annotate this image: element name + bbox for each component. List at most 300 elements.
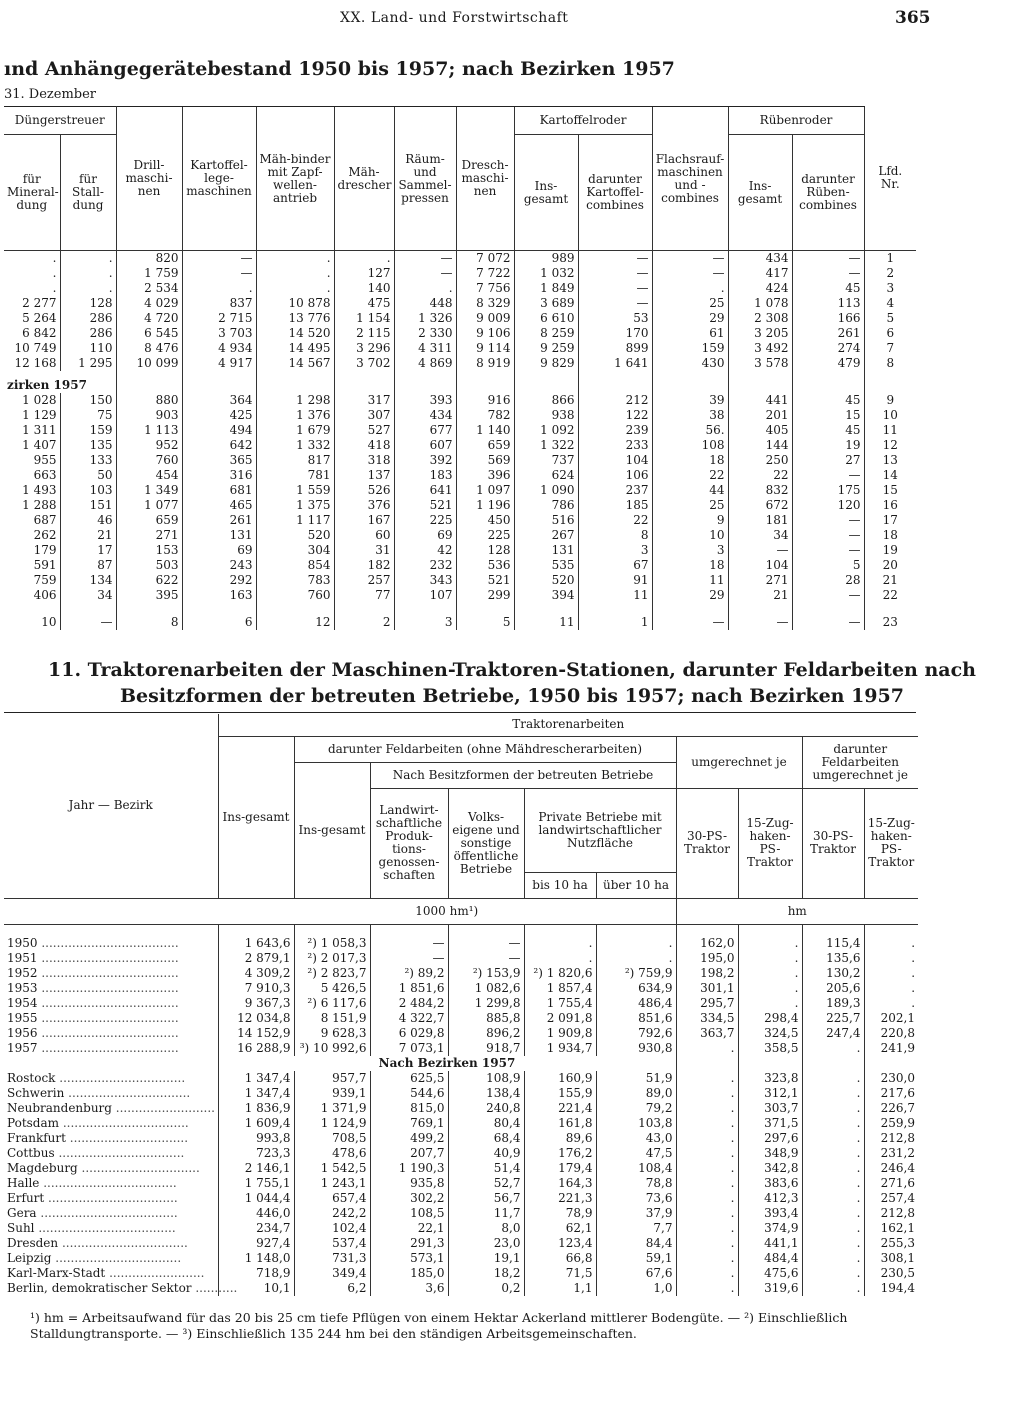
table-cell: 9 009 <box>456 311 514 326</box>
table-cell: 319,6 <box>738 1281 802 1296</box>
table-cell: 13 <box>864 453 916 468</box>
table-cell: 405 <box>728 423 792 438</box>
table-cell: 40,9 <box>448 1146 524 1161</box>
table2-section <box>4 1056 918 1071</box>
col-15ps-traktor: 15-Zug-haken-PS-Traktor <box>738 788 802 898</box>
table-cell: 783 <box>256 573 334 588</box>
table-cell: 1 243,1 <box>294 1176 370 1191</box>
table-cell: 286 <box>60 311 116 326</box>
table-row <box>4 588 916 603</box>
row-label <box>4 1236 218 1251</box>
table-cell: 434 <box>394 408 456 423</box>
table-cell: 80,4 <box>448 1116 524 1131</box>
leader-dots: ............................... <box>77 1161 200 1175</box>
table-cell: 454 <box>116 468 182 483</box>
table-cell: 155,9 <box>524 1086 596 1101</box>
table1-title: ınd Anhängegerätebestand 1950 bis 1957; nach Bezirken 1957 <box>4 58 675 80</box>
table-cell: 201 <box>728 408 792 423</box>
col-pressen: Räum-und Sammel-pressen <box>394 107 456 251</box>
table-row <box>4 468 916 483</box>
table-cell: 12 034,8 <box>218 1011 294 1026</box>
row-label-text: Berlin, demokratischer Sektor <box>7 1281 192 1295</box>
table-row <box>4 1266 918 1281</box>
table-cell: 123,4 <box>524 1236 596 1251</box>
table-cell: 952 <box>116 438 182 453</box>
table1-section-label: zirken 1957 <box>7 378 87 392</box>
table-cell: 475 <box>334 296 394 311</box>
table-cell: 19 <box>792 438 864 453</box>
table-cell: 135,6 <box>802 951 864 966</box>
table-cell: 51,9 <box>596 1071 676 1086</box>
table-cell: 84,4 <box>596 1236 676 1251</box>
table-cell: 185 <box>578 498 652 513</box>
table-cell: . <box>802 1236 864 1251</box>
table-cell: 395 <box>116 588 182 603</box>
table-cell: 271,6 <box>864 1176 918 1191</box>
running-header <box>0 10 1024 32</box>
table-cell: 301,1 <box>676 981 738 996</box>
group-umgerechnet: umgerechnet je <box>676 736 802 788</box>
table-cell: . <box>60 266 116 281</box>
table-cell: 957,7 <box>294 1071 370 1086</box>
table-cell: 316 <box>182 468 256 483</box>
table-cell: . <box>802 1101 864 1116</box>
table-cell: 2 715 <box>182 311 256 326</box>
row-label-text: Neubrandenburg <box>7 1101 112 1115</box>
table-cell: 0,2 <box>448 1281 524 1296</box>
table-cell: 1 129 <box>22 408 57 422</box>
col-stallduenger: für Stall-dung <box>60 135 116 251</box>
leader-dots: .................................... <box>37 966 179 980</box>
table-cell: — <box>792 266 864 281</box>
table-cell: 364 <box>182 393 256 408</box>
row-label <box>4 1071 218 1086</box>
col-lpg: Landwirt-schaftliche Produk-tions-genossen-schaften <box>370 788 448 898</box>
table1-district-rows <box>4 393 916 603</box>
table-cell: 29 <box>652 588 728 603</box>
table-cell: 162,0 <box>676 936 738 951</box>
table-cell: 446,0 <box>218 1206 294 1221</box>
table-cell: 3 <box>578 543 652 558</box>
table-cell: 8 919 <box>456 356 514 371</box>
table-cell: . <box>864 966 918 981</box>
table-cell: 854 <box>256 558 334 573</box>
table-cell: 677 <box>394 423 456 438</box>
table-cell: . <box>256 251 334 267</box>
table-cell: 1 311 <box>22 423 57 437</box>
table-row <box>4 423 916 438</box>
table1-header <box>4 107 916 251</box>
table-cell: 866 <box>514 393 578 408</box>
table-cell: 127 <box>334 266 394 281</box>
table-cell: 2 <box>864 266 916 281</box>
table-cell: 134 <box>60 573 116 588</box>
table-cell: 989 <box>514 251 578 267</box>
table-cell: 89,6 <box>524 1131 596 1146</box>
col-feld-15ps-traktor: 15-Zug-haken-PS-Traktor <box>864 788 918 898</box>
table-cell: 993,8 <box>218 1131 294 1146</box>
table-cell: 11 <box>578 588 652 603</box>
table-cell: 1 643,6 <box>218 936 294 951</box>
table-cell: — <box>728 543 792 558</box>
row-label-text: Rostock <box>7 1071 56 1085</box>
table-cell: 150 <box>60 393 116 408</box>
table-cell: 880 <box>116 393 182 408</box>
table-cell: . <box>676 1146 738 1161</box>
table-cell: 885,8 <box>448 1011 524 1026</box>
table-cell: 167 <box>334 513 394 528</box>
table-cell: 122 <box>578 408 652 423</box>
table-cell: 1 679 <box>256 423 334 438</box>
row-label-text: Karl-Marx-Stadt <box>7 1266 106 1280</box>
row-label <box>4 1116 218 1131</box>
table-cell: 1,0 <box>596 1281 676 1296</box>
table-cell: 516 <box>514 513 578 528</box>
table-cell: 108 <box>652 438 728 453</box>
table-cell: 46 <box>60 513 116 528</box>
table-cell: 1 113 <box>116 423 182 438</box>
table-cell: 185,0 <box>370 1266 448 1281</box>
table-cell: 7 910,3 <box>218 981 294 996</box>
col-volkseigene: Volks-eigene und sonstige öffentliche Betriebe <box>448 788 524 898</box>
col-feld-30ps-traktor: 30-PS-Traktor <box>802 788 864 898</box>
row-label-text: Magdeburg <box>7 1161 78 1175</box>
row-label-text: Halle <box>7 1176 40 1190</box>
table-cell: 406 <box>33 588 57 602</box>
table-cell: . <box>802 1161 864 1176</box>
table-cell: . <box>676 1101 738 1116</box>
table-cell: . <box>394 281 456 296</box>
row-label <box>4 996 218 1011</box>
table-cell: 607 <box>394 438 456 453</box>
table-cell: 22 <box>728 468 792 483</box>
table-cell: 3 492 <box>728 341 792 356</box>
row-label-text: Leipzig <box>7 1251 52 1265</box>
table-cell: 108,5 <box>370 1206 448 1221</box>
table-row <box>4 1041 918 1056</box>
table-cell: 130,2 <box>802 966 864 981</box>
table-cell: — <box>182 266 256 281</box>
table-row <box>4 951 918 966</box>
table-cell: . <box>52 251 57 265</box>
table-cell: 271 <box>728 573 792 588</box>
leader-dots: ................................. <box>54 1146 185 1160</box>
table-cell: 1 934,7 <box>524 1041 596 1056</box>
table-cell: — <box>182 251 256 267</box>
table-cell: . <box>524 936 596 951</box>
table-cell: 10 <box>41 615 57 629</box>
table-cell: 342,8 <box>738 1161 802 1176</box>
table-cell: 8 329 <box>456 296 514 311</box>
table-cell: 536 <box>456 558 514 573</box>
row-label <box>4 1206 218 1221</box>
leader-dots: .................................... <box>37 1041 179 1055</box>
table-cell: . <box>802 1221 864 1236</box>
table-cell: 15 <box>864 483 916 498</box>
table-row <box>4 1236 918 1251</box>
table-cell: 526 <box>334 483 394 498</box>
table-cell: 786 <box>514 498 578 513</box>
table-cell: 376 <box>334 498 394 513</box>
table-cell: 12 <box>864 438 916 453</box>
table2-title <box>0 657 1024 709</box>
table-cell: 257,4 <box>864 1191 918 1206</box>
table-cell: 113 <box>792 296 864 311</box>
table-row <box>4 483 916 498</box>
table-cell: 1 298 <box>256 393 334 408</box>
table-cell: 202,1 <box>864 1011 918 1026</box>
table-cell: — <box>60 615 116 630</box>
footnote-line2: Stalldungtransporte. — ³) Einschließlich 135 244 hm bei den ständigen Arbeitsgemeinschaften. <box>30 1326 637 1341</box>
table-cell: 131 <box>514 543 578 558</box>
group-traktorenarbeiten: Traktorenarbeiten <box>218 714 918 736</box>
table-cell: 657,4 <box>294 1191 370 1206</box>
table-cell: 62,1 <box>524 1221 596 1236</box>
table-cell: 955 <box>33 453 57 467</box>
table-cell: 230,5 <box>864 1266 918 1281</box>
table-cell: . <box>596 936 676 951</box>
row-label <box>4 1191 218 1206</box>
table-cell: 243 <box>182 558 256 573</box>
table-cell: 1 349 <box>116 483 182 498</box>
table-cell: 1 849 <box>514 281 578 296</box>
table-cell: 52,7 <box>448 1176 524 1191</box>
leader-dots: .................................... <box>37 951 179 965</box>
table-cell: 903 <box>116 408 182 423</box>
table-cell: . <box>256 281 334 296</box>
table-cell: 394 <box>514 588 578 603</box>
table-row <box>4 1191 918 1206</box>
table-cell: 10 <box>652 528 728 543</box>
table-cell: 938 <box>514 408 578 423</box>
table-cell: 234,7 <box>218 1221 294 1236</box>
table-cell: ²) 2 823,7 <box>294 966 370 981</box>
table-cell: 66,8 <box>524 1251 596 1266</box>
table-cell: 348,9 <box>738 1146 802 1161</box>
table-cell: — <box>792 528 864 543</box>
table-cell: . <box>256 266 334 281</box>
table-cell: . <box>738 966 802 981</box>
table-row <box>4 408 916 423</box>
table-cell: 4 869 <box>394 356 456 371</box>
table-row <box>4 1176 918 1191</box>
table-cell: 1 909,8 <box>524 1026 596 1041</box>
table-cell: 160,9 <box>524 1071 596 1086</box>
table-cell: 14 152,9 <box>218 1026 294 1041</box>
table-cell: 17 <box>864 513 916 528</box>
table-cell: 393,4 <box>738 1206 802 1221</box>
table-cell: 164,3 <box>524 1176 596 1191</box>
group-nach-besitzformen: Nach Besitzformen der betreuten Betriebe <box>370 762 676 788</box>
table-cell: 170 <box>578 326 652 341</box>
table-cell: 448 <box>394 296 456 311</box>
table-cell: — <box>394 266 456 281</box>
col-ruebenroder-insgesamt: Ins-gesamt <box>728 135 792 251</box>
table-cell: 71,5 <box>524 1266 596 1281</box>
leader-dots: .................................. <box>44 1191 178 1205</box>
table-cell: 624 <box>514 468 578 483</box>
table-cell: 10 099 <box>116 356 182 371</box>
table-cell: 140 <box>334 281 394 296</box>
table-cell: 1 032 <box>514 266 578 281</box>
table-cell: 573,1 <box>370 1251 448 1266</box>
table-cell: 939,1 <box>294 1086 370 1101</box>
table-cell: 221,4 <box>524 1101 596 1116</box>
table-cell: 718,9 <box>218 1266 294 1281</box>
table-cell: 225 <box>456 528 514 543</box>
table-cell: 10,1 <box>218 1281 294 1296</box>
table-row <box>4 615 916 630</box>
col-jahr-bezirk: Jahr — Bezirk <box>68 798 153 813</box>
table-cell: 45 <box>792 423 864 438</box>
table-cell: 6 545 <box>116 326 182 341</box>
table-cell: 4 917 <box>182 356 256 371</box>
table-cell: 43,0 <box>596 1131 676 1146</box>
table-cell: 759 <box>33 573 57 587</box>
row-label-text: Frankfurt <box>7 1131 66 1145</box>
table-cell: 22,1 <box>370 1221 448 1236</box>
table-row <box>4 1221 918 1236</box>
table-cell: 2 534 <box>116 281 182 296</box>
table-cell: 2 277 <box>22 296 57 310</box>
table-row <box>4 311 916 326</box>
leader-dots: ......................... <box>105 1266 205 1280</box>
table-cell: 1 759 <box>116 266 182 281</box>
table-row <box>4 573 916 588</box>
table-cell: . <box>802 1206 864 1221</box>
table-cell: 69 <box>182 543 256 558</box>
row-label <box>4 951 218 966</box>
table-cell: 1 117 <box>256 513 334 528</box>
table-cell: 106 <box>578 468 652 483</box>
col-dreschmaschinen: Dresch-maschi-nen <box>456 107 514 251</box>
table2-year-rows <box>4 924 918 1056</box>
table-cell: 927,4 <box>218 1236 294 1251</box>
table-cell: 56,7 <box>448 1191 524 1206</box>
row-label <box>4 1221 218 1236</box>
table-cell: 3 <box>864 281 916 296</box>
table-cell: . <box>802 1131 864 1146</box>
table-row <box>4 513 916 528</box>
row-label <box>4 1131 218 1146</box>
table-cell: — <box>652 266 728 281</box>
table-cell: 8 <box>864 356 916 371</box>
table-cell: 61 <box>652 326 728 341</box>
machinery-table <box>4 106 916 630</box>
table-cell: 8 151,9 <box>294 1011 370 1026</box>
table-cell: 9 114 <box>456 341 514 356</box>
leader-dots: ................................. <box>59 1116 189 1130</box>
table-cell: 7 <box>864 341 916 356</box>
table2-top-rule <box>4 712 916 713</box>
table-cell: 4 720 <box>116 311 182 326</box>
table-cell: 159 <box>652 341 728 356</box>
table-cell: 535 <box>514 558 578 573</box>
table-row <box>4 1131 918 1146</box>
table-cell: . <box>60 251 116 267</box>
table-cell: 1 332 <box>256 438 334 453</box>
table-cell: 5 426,5 <box>294 981 370 996</box>
table-cell: 225 <box>394 513 456 528</box>
table-row <box>4 281 916 296</box>
table-cell: 1 124,9 <box>294 1116 370 1131</box>
col-kartoffelroder-insgesamt: Ins-gesamt <box>514 135 578 251</box>
table-cell: 781 <box>256 468 334 483</box>
table-cell: 1 376 <box>256 408 334 423</box>
table-cell: 484,4 <box>738 1251 802 1266</box>
table-cell: 659 <box>116 513 182 528</box>
table-cell: 312,1 <box>738 1086 802 1101</box>
table-cell: 221,3 <box>524 1191 596 1206</box>
table-cell: ²) 153,9 <box>448 966 524 981</box>
table-cell: . <box>864 981 918 996</box>
table-cell: 324,5 <box>738 1026 802 1041</box>
table-cell: 181 <box>728 513 792 528</box>
table-cell: 225,7 <box>802 1011 864 1026</box>
row-label-text: 1955 <box>7 1011 38 1025</box>
table-cell: . <box>802 1041 864 1056</box>
table-cell: — <box>792 468 864 483</box>
table-cell: 2 484,2 <box>370 996 448 1011</box>
table-cell: — <box>370 951 448 966</box>
table-cell: 212,8 <box>864 1206 918 1221</box>
table-cell: 274 <box>792 341 864 356</box>
table-cell: — <box>448 951 524 966</box>
table-cell: . <box>738 936 802 951</box>
table-cell: 641 <box>394 483 456 498</box>
table-cell: 38 <box>652 408 728 423</box>
table-cell: 441,1 <box>738 1236 802 1251</box>
table-cell: 3 <box>652 543 728 558</box>
row-label <box>4 1026 218 1041</box>
table-cell: 672 <box>728 498 792 513</box>
leader-dots: .......................... <box>111 1101 215 1115</box>
table-cell: 417 <box>728 266 792 281</box>
table-cell: 27 <box>792 453 864 468</box>
table-cell: 261 <box>182 513 256 528</box>
table-cell: 128 <box>60 296 116 311</box>
tractor-work-table <box>4 714 918 1296</box>
table-cell: 189,3 <box>802 996 864 1011</box>
table-cell: 89,0 <box>596 1086 676 1101</box>
row-label <box>4 1041 218 1056</box>
table-cell: 212 <box>578 393 652 408</box>
table-cell: 6,2 <box>294 1281 370 1296</box>
group-kartoffelroder: Kartoffelroder <box>514 107 652 135</box>
table-cell: . <box>802 1086 864 1101</box>
table-cell: 53 <box>578 311 652 326</box>
chapter-title: XX. Land- und Forstwirtschaft <box>340 10 569 26</box>
row-label-text: 1953 <box>7 981 38 995</box>
table-cell: . <box>52 266 57 280</box>
table-cell: — <box>578 251 652 267</box>
table-cell: 153 <box>116 543 182 558</box>
table-cell: 9 106 <box>456 326 514 341</box>
leader-dots: .................................... <box>37 981 179 995</box>
table-cell: 7 722 <box>456 266 514 281</box>
table-cell: 22 <box>864 588 916 603</box>
table-cell: ²) 1 820,6 <box>524 966 596 981</box>
table-cell: 295,7 <box>676 996 738 1011</box>
table-row <box>4 528 916 543</box>
table-cell: 478,6 <box>294 1146 370 1161</box>
table-cell: 737 <box>514 453 578 468</box>
table-cell: 544,6 <box>370 1086 448 1101</box>
table-cell: 16 <box>864 498 916 513</box>
leader-dots: .................................... <box>37 1026 179 1040</box>
table-cell: 334,5 <box>676 1011 738 1026</box>
col-kartoffelcombines: darunter Kartoffel-combines <box>578 135 652 251</box>
